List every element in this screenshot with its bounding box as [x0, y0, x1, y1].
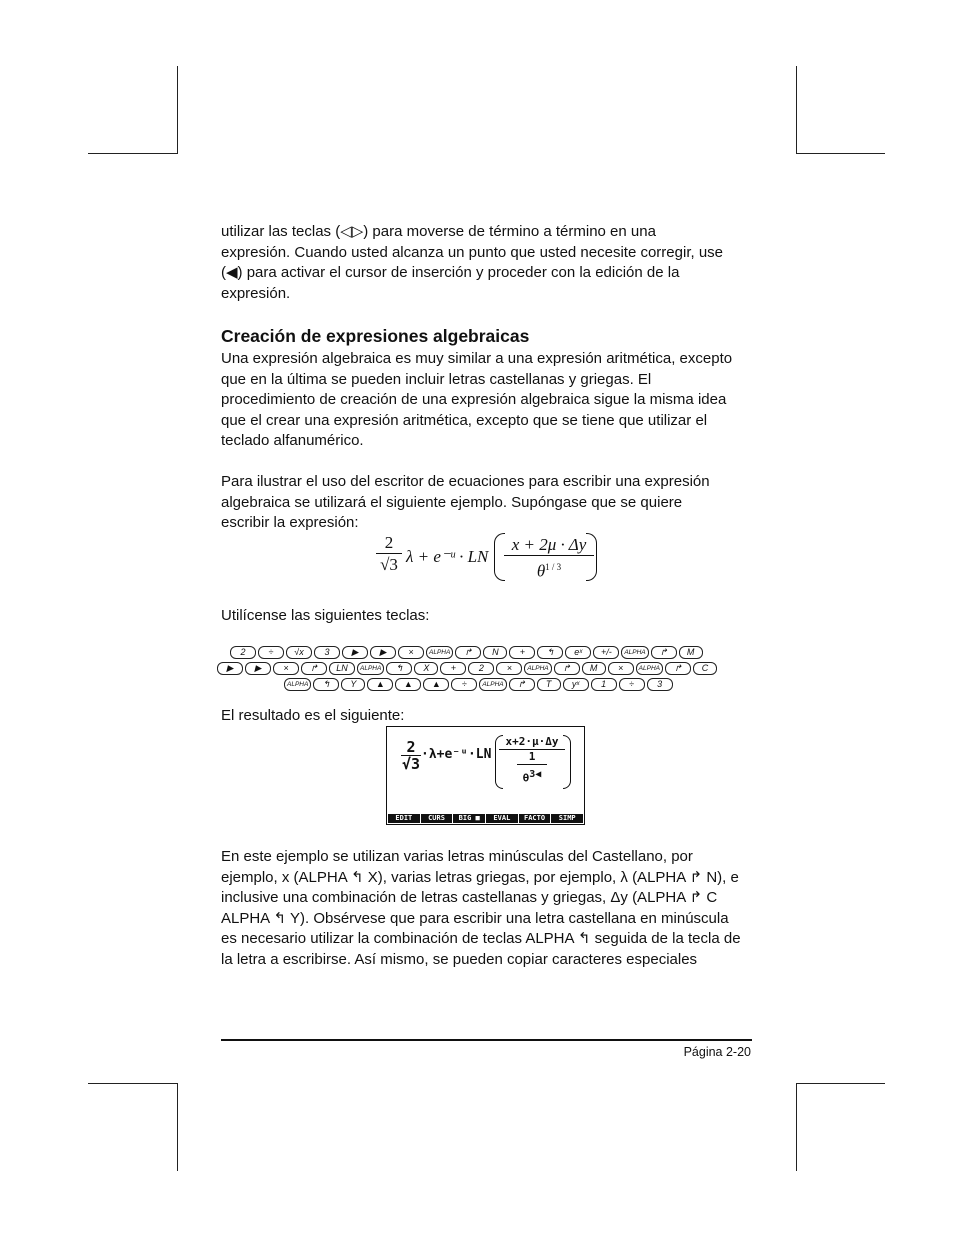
- formula-inner-exponent: 1 / 3: [545, 562, 562, 572]
- formula-inner-denominator-wrap: [504, 556, 594, 583]
- key-glyph: ▶: [245, 662, 271, 675]
- screen-fraction: [401, 739, 421, 772]
- key-glyph: ▲: [367, 678, 393, 691]
- calculator-screen: [386, 726, 585, 825]
- screen-inner-fraction: [499, 735, 565, 789]
- text-line: que el crear una expresión aritmética, excepto que se tiene que utilizar el: [221, 411, 708, 429]
- key-glyph: 2: [468, 662, 494, 675]
- key-glyph: +/-: [593, 646, 619, 659]
- text-line: inclusive una combinación de letras castellanas y griegas, Δy (ALPHA ↱ C: [221, 889, 718, 907]
- screen-inner-denominator: θ: [522, 771, 530, 785]
- formula-middle: λ + e⁻ᵘ · LN: [406, 547, 489, 566]
- key-glyph: ↱: [455, 646, 481, 659]
- key-glyph: +: [440, 662, 466, 675]
- screen-middle: ·λ+e⁻ᵘ·LN: [421, 747, 492, 762]
- key-glyph: ▶: [217, 662, 243, 675]
- crop-mark: [177, 66, 178, 154]
- key-glyph: ↰: [537, 646, 563, 659]
- keys-intro: Utilícense las siguientes teclas:: [221, 607, 430, 624]
- crop-mark: [796, 1083, 885, 1084]
- formula-inner-denominator: θ: [536, 561, 546, 581]
- screen-inner-numerator2: 1: [517, 750, 547, 765]
- text-line: En este ejemplo se utilizan varias letras minúsculas del Castellano, por: [221, 848, 693, 865]
- formula-numerator: 2: [376, 533, 402, 554]
- crop-mark: [796, 1083, 797, 1171]
- formula-fraction: [376, 533, 402, 576]
- key-alpha: ALPHA: [621, 646, 648, 659]
- footer-rule: [221, 1039, 752, 1041]
- paragraph-algebraic-intro: [221, 349, 761, 452]
- screen-inner-numerator: x+2·μ·Δy: [499, 735, 565, 750]
- section-heading: Creación de expresiones algebraicas: [221, 326, 530, 346]
- softkey-menu: [388, 814, 583, 823]
- text-line: es necesario utilizar la combinación de teclas ALPHA ↰ seguida de la tecla de: [221, 930, 741, 948]
- screen-denominator: √3: [401, 755, 421, 773]
- key-alpha: ALPHA: [426, 646, 453, 659]
- key-alpha: ALPHA: [479, 678, 506, 691]
- key-glyph: 1: [591, 678, 617, 691]
- screen-inner-denominator-wrap: [499, 765, 565, 789]
- algebraic-formula: [376, 533, 616, 585]
- crop-mark: [796, 66, 797, 154]
- key-glyph: ▲: [423, 678, 449, 691]
- key-glyph: ×: [608, 662, 634, 675]
- keystroke-row: [283, 676, 674, 692]
- crop-mark: [88, 1083, 177, 1084]
- key-glyph: ▲: [395, 678, 421, 691]
- key-glyph: ×: [398, 646, 424, 659]
- text-line: expresión.: [221, 284, 291, 302]
- softkey-edit[interactable]: EDIT: [388, 814, 420, 823]
- key-alpha: ALPHA: [357, 662, 384, 675]
- text-line: que en la última se pueden incluir letras castellanas y griegas. El: [221, 370, 652, 388]
- key-glyph: ×: [273, 662, 299, 675]
- key-glyph: yˣ: [563, 678, 589, 691]
- text-line: (◀) para activar el cursor de inserción y proceder con la edición de la: [221, 264, 680, 282]
- result-intro: El resultado es el siguiente:: [221, 707, 405, 724]
- key-glyph: M: [679, 646, 703, 659]
- key-glyph: 3: [314, 646, 340, 659]
- paragraph-letter-explanation: [221, 847, 761, 971]
- key-glyph: C: [693, 662, 717, 675]
- key-glyph: T: [537, 678, 561, 691]
- key-glyph: LN: [329, 662, 355, 675]
- screen-right-paren: [563, 735, 571, 789]
- text-line: algebraica se utilizará el siguiente ejemplo. Supóngase que se quiere: [221, 493, 683, 511]
- formula-inner-fraction: [504, 535, 594, 583]
- key-glyph: ↰: [386, 662, 412, 675]
- key-glyph: N: [483, 646, 507, 659]
- text-line: expresión. Cuando usted alcanza un punto que usted necesite corregir, use: [221, 243, 724, 261]
- key-glyph: ↰: [313, 678, 339, 691]
- key-glyph: +: [509, 646, 535, 659]
- key-glyph: √x: [286, 646, 312, 659]
- keystroke-row: [229, 644, 704, 660]
- key-glyph: ▶: [342, 646, 368, 659]
- crop-mark: [796, 153, 885, 154]
- text-line: Para ilustrar el uso del escritor de ecuaciones para escribir una expresión: [221, 473, 710, 490]
- key-glyph: 3: [647, 678, 673, 691]
- formula-inner-numerator: x + 2μ · Δy: [504, 535, 594, 556]
- key-alpha: ALPHA: [284, 678, 311, 691]
- key-glyph: ↱: [651, 646, 677, 659]
- softkey-eval[interactable]: EVAL: [486, 814, 518, 823]
- paragraph-cursor-navigation: [221, 222, 761, 304]
- key-glyph: ×: [496, 662, 522, 675]
- key-glyph: Y: [341, 678, 365, 691]
- text-line: procedimiento de creación de una expresión algebraica sigue la misma idea: [221, 391, 727, 409]
- text-line: Una expresión algebraica es muy similar a una expresión aritmética, excepto: [221, 350, 733, 367]
- text-line: la letra a escribirse. Así mismo, se pueden copiar caracteres especiales: [221, 950, 698, 968]
- softkey-big[interactable]: BIG ■: [453, 814, 485, 823]
- key-glyph: ÷: [619, 678, 645, 691]
- text-line: ALPHA ↰ Y). Obsérvese que para escribir una letra castellana en minúscula: [221, 909, 729, 927]
- screen-numerator: 2: [401, 739, 421, 756]
- key-alpha: ALPHA: [524, 662, 551, 675]
- softkey-simp[interactable]: SIMP: [551, 814, 583, 823]
- key-glyph: ▶: [370, 646, 396, 659]
- key-glyph: ↱: [301, 662, 327, 675]
- crop-mark: [88, 153, 177, 154]
- softkey-curs[interactable]: CURS: [421, 814, 453, 823]
- keystroke-row: [216, 660, 718, 676]
- key-glyph: ÷: [258, 646, 284, 659]
- paragraph-example-intro: [221, 472, 761, 534]
- key-alpha: ALPHA: [636, 662, 663, 675]
- key-glyph: M: [582, 662, 606, 675]
- key-glyph: 2: [230, 646, 256, 659]
- text-line: ejemplo, x (ALPHA ↰ X), varias letras griegas, por ejemplo, λ (ALPHA ↱ N), e: [221, 868, 739, 886]
- formula-right-paren: [586, 533, 597, 581]
- page-number: Página 2-20: [683, 1045, 751, 1059]
- text-line: utilizar las teclas (◁▷) para moverse de término a término en una: [221, 223, 656, 240]
- crop-mark: [177, 1083, 178, 1171]
- formula-denominator: √3: [380, 555, 398, 574]
- screen-inner-exponent: 3◀: [529, 769, 542, 780]
- key-glyph: eˣ: [565, 646, 591, 659]
- text-line: escribir la expresión:: [221, 514, 359, 532]
- key-glyph: ↱: [665, 662, 691, 675]
- key-glyph: ÷: [451, 678, 477, 691]
- key-glyph: ↱: [554, 662, 580, 675]
- key-glyph: ↱: [509, 678, 535, 691]
- softkey-facto[interactable]: FACTO: [519, 814, 551, 823]
- key-glyph: X: [414, 662, 438, 675]
- text-line: teclado alfanumérico.: [221, 432, 364, 450]
